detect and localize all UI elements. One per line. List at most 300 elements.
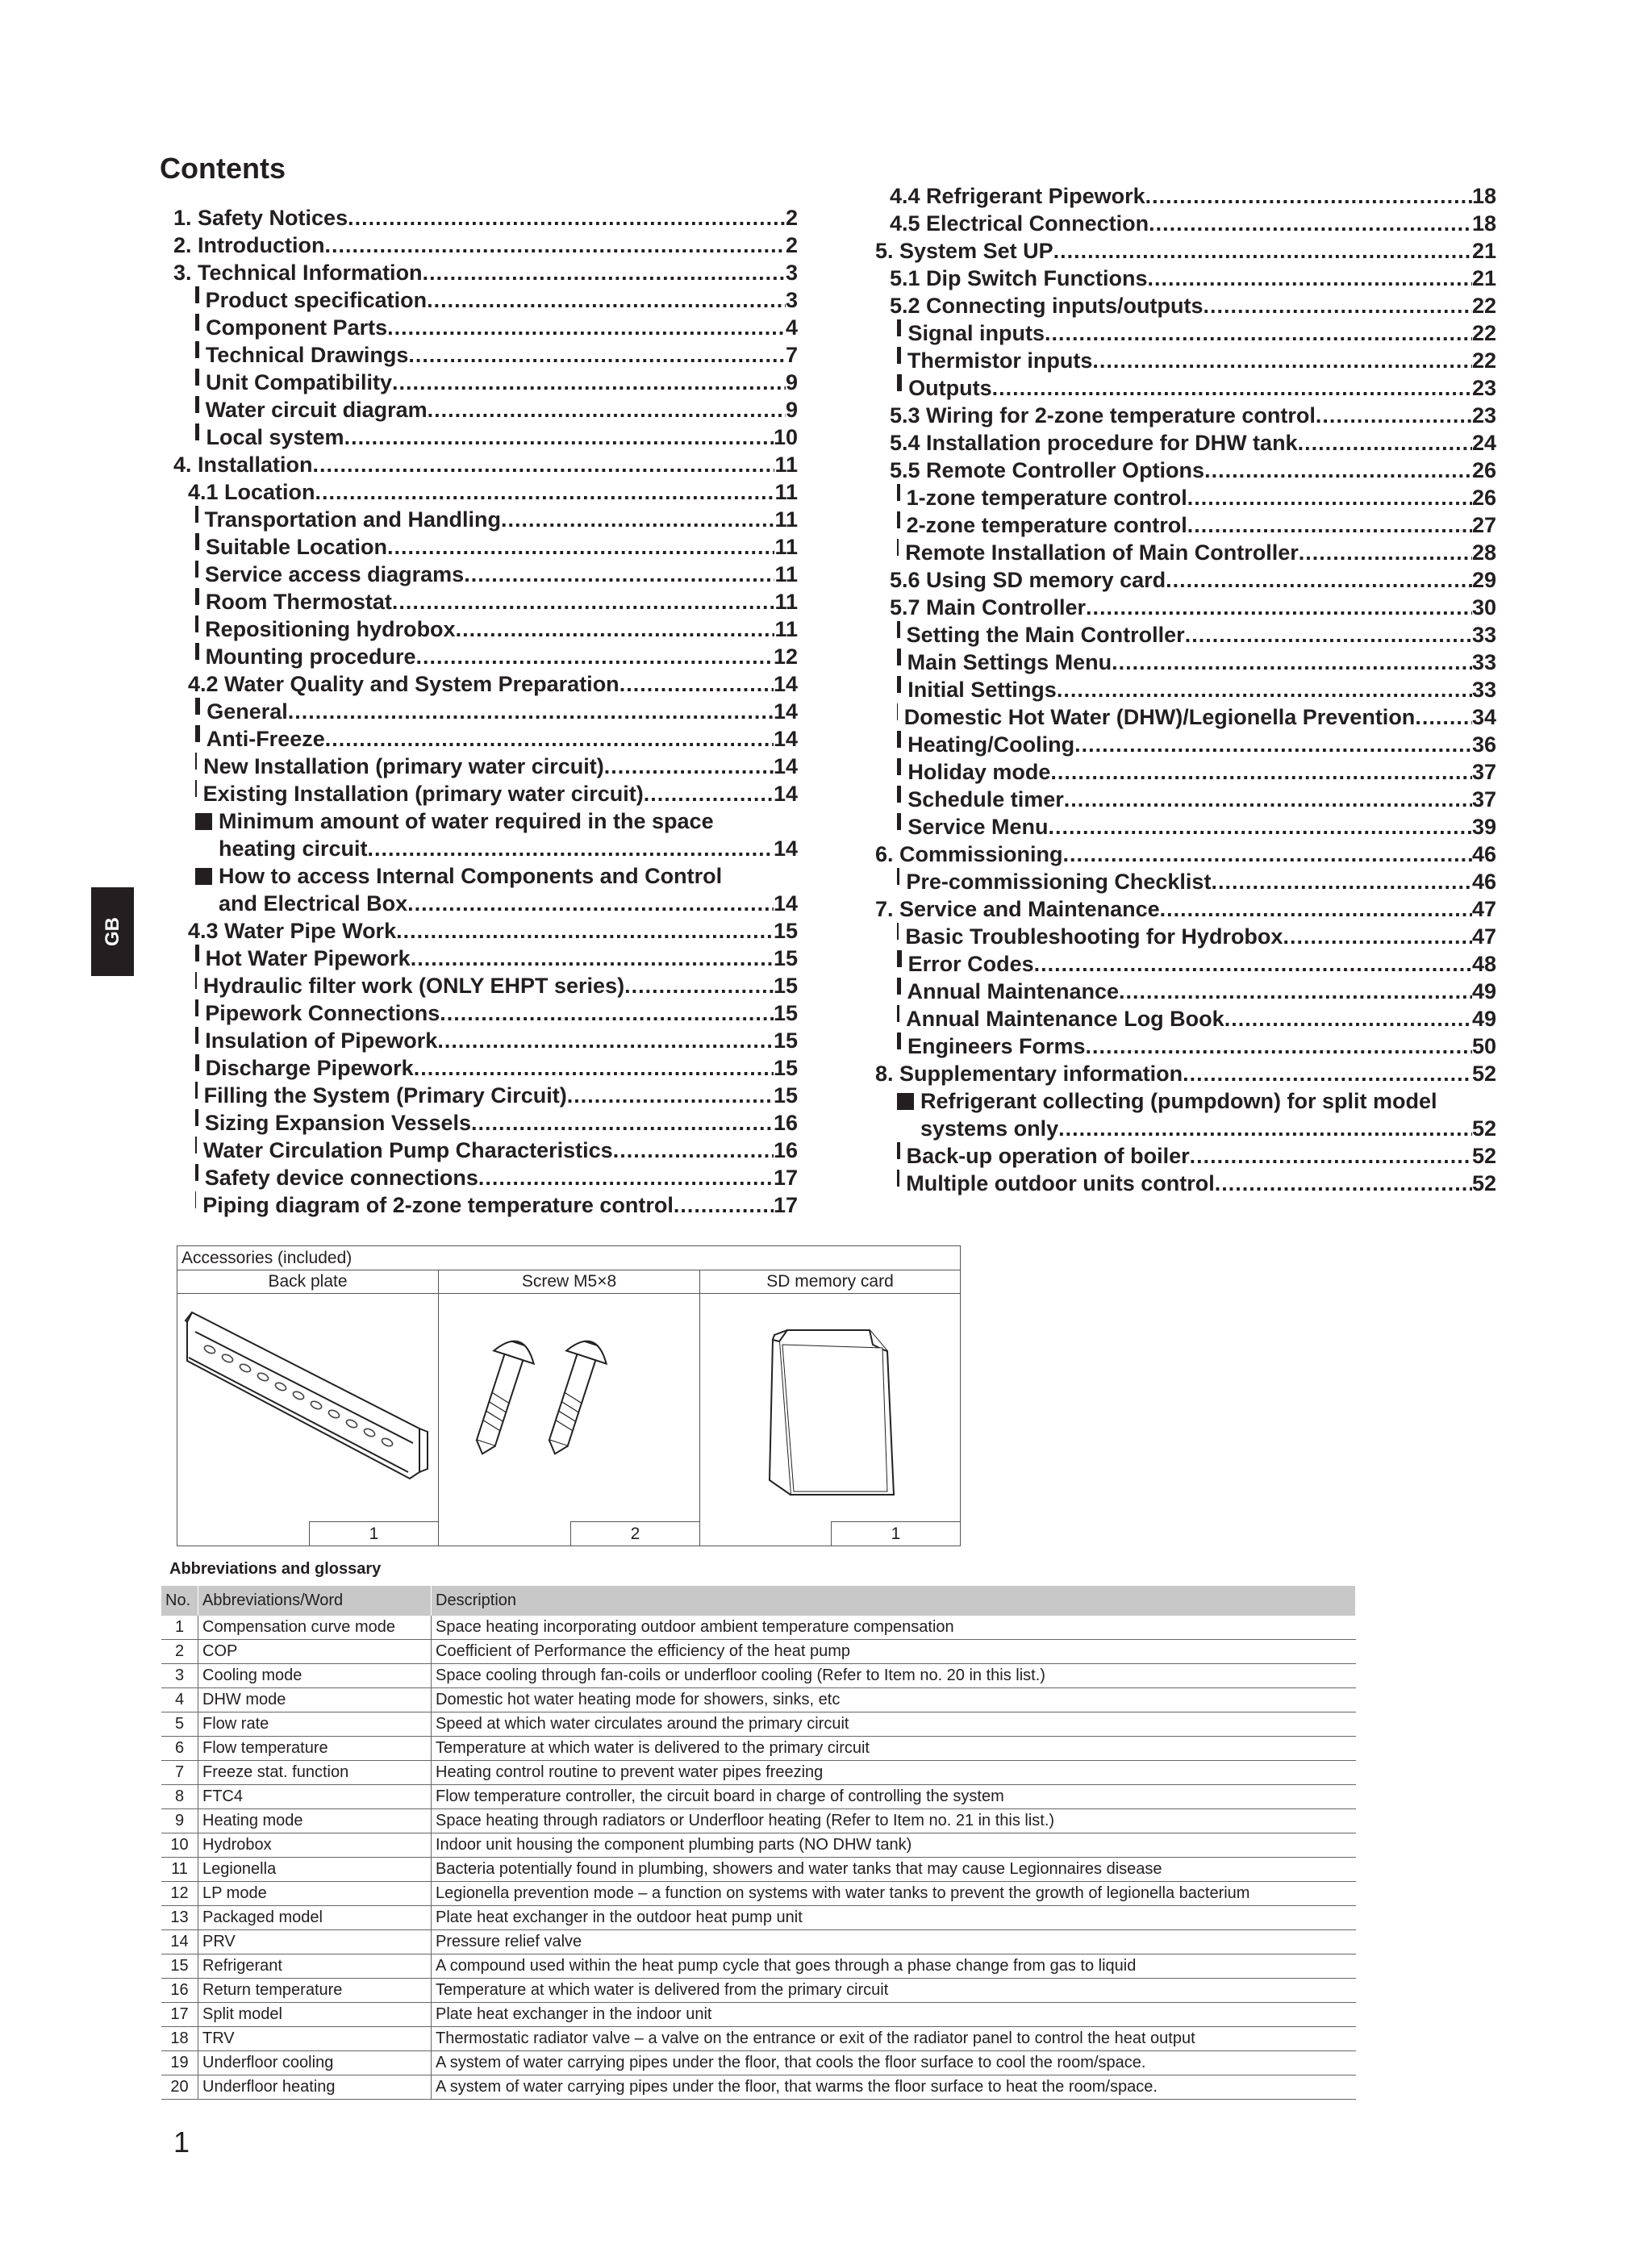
toc-entry[interactable] <box>173 506 798 533</box>
toc-entry-title: 4.1 Location <box>188 480 315 504</box>
toc-page-number: 11 <box>774 535 798 559</box>
glossary-description: Bacteria potentially found in plumbing, showers and water tanks that may cause Legionnaires disease <box>432 1858 1356 1882</box>
toc-entry[interactable] <box>875 1142 1496 1170</box>
toc-leader-dots <box>288 698 774 725</box>
toc-page-number: 14 <box>773 836 798 861</box>
glossary-row <box>161 2051 1356 2075</box>
toc-entry-title: Error Codes <box>907 952 1034 976</box>
square-bullet-icon <box>897 786 901 803</box>
toc-leader-dots <box>456 615 775 643</box>
toc-entry[interactable] <box>173 999 798 1027</box>
toc-leader-dots <box>1053 237 1472 265</box>
glossary-description: Space cooling through fan-coils or underfloor cooling (Refer to Item no. 20 in this list.) <box>432 1664 1356 1688</box>
toc-leader-dots <box>501 506 774 533</box>
toc-entry[interactable] <box>875 237 1496 265</box>
toc-entry[interactable] <box>875 758 1496 786</box>
toc-entry[interactable] <box>875 621 1496 649</box>
toc-page-number: 52 <box>1471 1116 1496 1141</box>
toc-page-number: 37 <box>1471 760 1496 784</box>
toc-entry-title: Water Circulation Pump Characteristics <box>203 1138 613 1162</box>
toc-entry-title: Product specification <box>205 288 428 312</box>
toc-leader-dots <box>313 451 775 478</box>
toc-leader-dots <box>408 341 786 369</box>
toc-entry-title: Back-up operation of boiler <box>906 1144 1190 1168</box>
toc-page-number: 15 <box>773 1056 798 1080</box>
toc-leader-dots <box>1086 1032 1472 1060</box>
glossary-number: 11 <box>161 1858 198 1882</box>
toc-entry-title: Minimum amount of water required in the space <box>219 809 714 833</box>
toc-page-number: 2 <box>785 206 798 230</box>
toc-entry[interactable] <box>875 182 1496 210</box>
glossary-term: Underfloor cooling <box>198 2051 432 2075</box>
toc-entry-title: Room Thermostat <box>205 590 392 614</box>
glossary-description: A compound used within the heat pump cycle that goes through a phase change from gas to liquid <box>432 1954 1356 1979</box>
glossary-number: 16 <box>161 1979 198 2003</box>
toc-entry[interactable] <box>875 457 1496 484</box>
toc-entry-title-continued: heating circuit <box>219 836 368 861</box>
toc-entry-title: Sizing Expansion Vessels <box>204 1111 471 1135</box>
toc-entry[interactable] <box>173 396 798 423</box>
toc-entry-title: 4.5 Electrical Connection <box>890 211 1149 236</box>
square-bullet-icon <box>897 511 900 528</box>
toc-leader-dots <box>471 1109 774 1137</box>
toc-leader-dots <box>392 588 775 615</box>
toc-entry[interactable] <box>173 1027 798 1054</box>
glossary-description: Coefficient of Performance the efficiency of the heat pump <box>432 1640 1356 1664</box>
toc-leader-dots <box>1415 703 1472 731</box>
glossary-description: Speed at which water circulates around the primary circuit <box>432 1712 1356 1737</box>
square-bullet-icon <box>195 753 197 770</box>
accessory-quantity: 1 <box>309 1521 438 1546</box>
glossary-term: Packaged model <box>198 1906 432 1930</box>
toc-entry[interactable] <box>875 347 1496 374</box>
toc-entry-title: Filling the System (Primary Circuit) <box>203 1083 567 1108</box>
toc-entry-title: 4.4 Refrigerant Pipework <box>890 184 1145 208</box>
toc-entry-title: Outputs <box>908 376 992 400</box>
glossary-description: Temperature at which water is delivered to the primary circuit <box>432 1737 1356 1761</box>
square-bullet-icon <box>195 369 199 386</box>
toc-leader-dots <box>1160 895 1472 923</box>
toc-page-number: 21 <box>1471 266 1496 290</box>
toc-page-number: 11 <box>774 507 798 532</box>
square-bullet-icon <box>897 374 902 391</box>
toc-entry-title: 5.3 Wiring for 2-zone temperature control <box>890 403 1316 428</box>
glossary-number: 15 <box>161 1954 198 1979</box>
toc-page-number: 39 <box>1471 815 1496 839</box>
toc-entry[interactable] <box>173 780 798 807</box>
toc-entry-title: Heating/Cooling <box>907 732 1075 757</box>
toc-page-number: 37 <box>1471 787 1496 811</box>
toc-entry[interactable] <box>173 670 798 698</box>
glossary-row <box>161 2075 1356 2100</box>
glossary-row <box>161 1809 1356 1833</box>
square-bullet-icon <box>897 319 901 336</box>
toc-page-number: 3 <box>785 261 798 285</box>
square-bullet-icon <box>897 703 898 720</box>
square-bullet-icon <box>897 1093 914 1110</box>
toc-leader-dots <box>392 369 786 396</box>
glossary-row <box>161 1833 1356 1858</box>
toc-entry-title: Multiple outdoor units control <box>906 1171 1215 1195</box>
language-tab-label: GB <box>101 917 123 946</box>
toc-entry-title: Technical Drawings <box>205 343 409 367</box>
toc-entry-title: Service Menu <box>907 815 1049 839</box>
toc-entry[interactable] <box>875 950 1496 978</box>
toc-entry-title: New Installation (primary water circuit) <box>203 754 604 778</box>
toc-entry-title: Anti-Freeze <box>206 727 325 751</box>
toc-entry-title: 4.3 Water Pipe Work <box>188 919 397 943</box>
glossary-term: Heating mode <box>198 1809 432 1833</box>
toc-leader-dots <box>428 396 786 423</box>
square-bullet-icon <box>897 1032 901 1049</box>
toc-page-number: 11 <box>774 617 798 641</box>
square-bullet-icon <box>897 731 901 748</box>
glossary-column-header: Abbreviations/Word <box>198 1586 432 1616</box>
toc-entry[interactable] <box>875 210 1496 237</box>
toc-leader-dots <box>416 643 774 670</box>
square-bullet-icon <box>195 341 199 358</box>
toc-leader-dots <box>624 972 774 999</box>
toc-entry[interactable] <box>875 703 1496 731</box>
toc-page-number: 46 <box>1471 842 1496 866</box>
square-bullet-icon <box>195 286 199 303</box>
toc-page-number: 26 <box>1471 486 1496 510</box>
glossary-description: Legionella prevention mode – a function on systems with water tanks to prevent the growth of legionella bacterium <box>432 1882 1356 1906</box>
glossary-description: Plate heat exchanger in the indoor unit <box>432 2003 1356 2027</box>
toc-page-number: 26 <box>1471 458 1496 482</box>
toc-page-number: 29 <box>1471 568 1496 592</box>
square-bullet-icon <box>195 945 199 962</box>
toc-entry[interactable] <box>875 265 1496 292</box>
toc-entry[interactable] <box>173 423 798 451</box>
toc-entry-title: 5.1 Dip Switch Functions <box>890 266 1148 290</box>
toc-entry-title: 5.2 Connecting inputs/outputs <box>890 294 1204 318</box>
glossary-description: Domestic hot water heating mode for showers, sinks, etc <box>432 1688 1356 1712</box>
toc-entry-title-continued: and Electrical Box <box>219 891 408 916</box>
toc-entry-title: Mounting procedure <box>205 645 416 669</box>
toc-entry-title: Main Settings Menu <box>907 650 1112 674</box>
toc-entry[interactable] <box>875 1060 1496 1087</box>
toc-entry[interactable] <box>173 862 798 917</box>
glossary-number: 1 <box>161 1616 198 1640</box>
toc-entry-title: Repositioning hydrobox <box>205 617 456 641</box>
toc-entry-title: Local system <box>206 425 344 449</box>
toc-entry-title: Existing Installation (primary water circuit) <box>202 782 644 806</box>
glossary-description: Temperature at which water is delivered from the primary circuit <box>432 1979 1356 2003</box>
toc-leader-dots <box>423 259 786 286</box>
toc-page-number: 4 <box>785 315 798 340</box>
toc-page-number: 15 <box>773 974 798 998</box>
toc-page-number: 24 <box>1471 431 1496 455</box>
toc-leader-dots <box>1166 566 1472 594</box>
toc-page-number: 33 <box>1471 678 1496 702</box>
glossary-row <box>161 1761 1356 1785</box>
square-bullet-icon <box>195 423 199 440</box>
glossary-description: Space heating through radiators or Underfloor heating (Refer to Item no. 21 in this list.) <box>432 1809 1356 1833</box>
toc-entry-title: 4.2 Water Quality and System Preparation <box>188 672 620 696</box>
toc-entry-title: 8. Supplementary information <box>875 1062 1183 1086</box>
toc-leader-dots <box>1204 457 1472 484</box>
toc-entry[interactable] <box>173 1109 798 1137</box>
toc-entry-title: Holiday mode <box>907 760 1051 784</box>
toc-leader-dots <box>1119 978 1472 1005</box>
screw-illustration <box>439 1293 699 1521</box>
toc-entry-title: Safety device connections <box>204 1166 478 1190</box>
toc-page-number: 52 <box>1471 1171 1496 1195</box>
toc-entry[interactable] <box>173 1164 798 1191</box>
toc-page-number: 23 <box>1471 376 1496 400</box>
toc-entry-title: 5. System Set UP <box>875 239 1053 263</box>
toc-entry[interactable] <box>173 1191 798 1219</box>
toc-leader-dots <box>1063 841 1472 868</box>
toc-entry[interactable] <box>875 731 1496 758</box>
toc-entry[interactable] <box>875 1005 1496 1032</box>
glossary-row <box>161 2003 1356 2027</box>
toc-entry-title: Annual Maintenance <box>907 979 1120 1003</box>
toc-entry[interactable] <box>173 698 798 725</box>
glossary-description: Heating control routine to prevent water pipes freezing <box>432 1761 1356 1785</box>
toc-page-number: 14 <box>773 782 798 806</box>
accessory-screw <box>439 1270 700 1546</box>
toc-leader-dots <box>1064 786 1472 813</box>
toc-entry[interactable] <box>173 1054 798 1082</box>
toc-leader-dots <box>613 1137 774 1164</box>
toc-page-number: 12 <box>773 645 798 669</box>
toc-leader-dots <box>1185 621 1472 649</box>
toc-entry[interactable] <box>173 615 798 643</box>
toc-entry[interactable] <box>173 478 798 506</box>
glossary-row <box>161 1688 1356 1712</box>
toc-entry[interactable] <box>173 588 798 615</box>
toc-entry-title: Unit Compatibility <box>206 370 393 394</box>
toc-page-number: 23 <box>1471 403 1496 428</box>
toc-leader-dots <box>387 533 774 561</box>
accessories-table <box>177 1245 961 1546</box>
toc-entry[interactable] <box>173 972 798 999</box>
toc-entry-title: Signal inputs <box>907 321 1045 345</box>
toc-entry[interactable] <box>875 649 1496 676</box>
glossary-number: 8 <box>161 1785 198 1809</box>
glossary-description: Flow temperature controller, the circuit board in charge of controlling the system <box>432 1785 1356 1809</box>
toc-entry[interactable] <box>875 676 1496 703</box>
toc-leader-dots <box>396 917 774 945</box>
square-bullet-icon <box>195 561 198 578</box>
toc-leader-dots <box>1086 594 1472 621</box>
toc-leader-dots <box>464 561 774 588</box>
toc-entry[interactable] <box>875 1087 1496 1142</box>
toc-leader-dots <box>674 1191 774 1219</box>
toc-leader-dots <box>440 999 774 1027</box>
square-bullet-icon <box>897 539 899 556</box>
glossary-row <box>161 1858 1356 1882</box>
glossary-row <box>161 1737 1356 1761</box>
toc-page-number: 15 <box>773 1028 798 1053</box>
glossary-header-row <box>161 1586 1356 1616</box>
toc-entry-title: How to access Internal Components and Control <box>219 864 723 888</box>
glossary-number: 6 <box>161 1737 198 1761</box>
toc-entry[interactable] <box>173 341 798 369</box>
square-bullet-icon <box>195 972 197 989</box>
glossary-number: 10 <box>161 1833 198 1858</box>
toc-entry[interactable] <box>875 841 1496 868</box>
glossary-number: 17 <box>161 2003 198 2027</box>
square-bullet-icon <box>195 1027 198 1044</box>
glossary-term: Freeze stat. function <box>198 1761 432 1785</box>
toc-entry[interactable] <box>173 286 798 314</box>
square-bullet-icon <box>195 615 198 632</box>
toc-entry[interactable] <box>173 807 798 862</box>
toc-entry-title: 1. Safety Notices <box>173 206 348 230</box>
toc-leader-dots <box>1203 292 1471 319</box>
toc-entry[interactable] <box>875 813 1496 841</box>
toc-page-number: 15 <box>773 919 798 943</box>
accessory-back-plate <box>177 1270 439 1546</box>
toc-leader-dots <box>478 1164 774 1191</box>
toc-entry-title: 5.4 Installation procedure for DHW tank <box>890 431 1298 455</box>
toc-entry-title: Schedule timer <box>907 787 1064 811</box>
toc-entry[interactable] <box>875 429 1496 457</box>
toc-entry[interactable] <box>875 566 1496 594</box>
toc-entry-title: Basic Troubleshooting for Hydrobox <box>905 924 1283 949</box>
toc-page-number: 17 <box>773 1193 798 1217</box>
toc-entry-title: Hydraulic filter work (ONLY EHPT series) <box>202 974 625 998</box>
glossary-row <box>161 1664 1356 1688</box>
square-bullet-icon <box>897 649 901 665</box>
toc-entry-title: Transportation and Handling <box>204 507 502 532</box>
toc-entry[interactable] <box>173 561 798 588</box>
toc-page-number: 30 <box>1471 595 1496 619</box>
toc-entry[interactable] <box>875 402 1496 429</box>
toc-page-number: 14 <box>773 891 798 916</box>
toc-entry[interactable] <box>875 292 1496 319</box>
toc-entry[interactable] <box>875 511 1496 539</box>
toc-leader-dots <box>1074 731 1472 758</box>
toc-leader-dots <box>620 670 774 698</box>
toc-entry[interactable] <box>173 1137 798 1164</box>
square-bullet-icon <box>897 676 901 693</box>
glossary-number: 4 <box>161 1688 198 1712</box>
glossary-term: Flow rate <box>198 1712 432 1737</box>
toc-entry-title: Discharge Pipework <box>205 1056 414 1080</box>
square-bullet-icon <box>195 643 199 660</box>
toc-entry[interactable] <box>875 978 1496 1005</box>
sd-card-illustration <box>700 1293 960 1521</box>
toc-entry-title: 3. Technical Information <box>173 261 423 285</box>
toc-entry[interactable] <box>875 539 1496 566</box>
glossary-term: PRV <box>198 1930 432 1954</box>
toc-entry-title: Water circuit diagram <box>205 398 428 422</box>
toc-entry[interactable] <box>173 204 798 232</box>
toc-entry-title: Pipework Connections <box>205 1001 440 1025</box>
accessory-quantity: 2 <box>570 1521 699 1546</box>
toc-page-number: 50 <box>1471 1034 1496 1058</box>
toc-entry[interactable] <box>173 232 798 259</box>
toc-page-number: 9 <box>785 398 798 422</box>
toc-entry[interactable] <box>875 594 1496 621</box>
toc-entry-title: 7. Service and Maintenance <box>875 897 1160 921</box>
toc-entry[interactable] <box>173 753 798 780</box>
glossary-row <box>161 1954 1356 1979</box>
square-bullet-icon <box>195 314 199 331</box>
toc-page-number: 36 <box>1471 732 1496 757</box>
toc-page-number: 22 <box>1471 348 1496 373</box>
toc-leader-dots <box>1283 923 1472 950</box>
toc-entry-title: 5.6 Using SD memory card <box>890 568 1166 592</box>
toc-page-number: 47 <box>1471 897 1496 921</box>
toc-page-number: 18 <box>1471 184 1496 208</box>
toc-page-number: 15 <box>773 1001 798 1025</box>
toc-page-number: 48 <box>1471 952 1496 976</box>
glossary-term: Cooling mode <box>198 1664 432 1688</box>
toc-entry-title: Refrigerant collecting (pumpdown) for split model <box>920 1089 1437 1113</box>
toc-entry-title: Hot Water Pipework <box>205 946 411 970</box>
toc-leader-dots <box>324 232 785 259</box>
glossary-row <box>161 1616 1356 1640</box>
toc-leader-dots <box>1057 676 1472 703</box>
toc-entry-title: General <box>206 699 288 724</box>
glossary-term: FTC4 <box>198 1785 432 1809</box>
toc-entry[interactable] <box>173 369 798 396</box>
square-bullet-icon <box>195 1137 197 1153</box>
toc-entry[interactable] <box>173 945 798 972</box>
toc-entry-title: Annual Maintenance Log Book <box>906 1007 1224 1031</box>
toc-entry-title: 5.7 Main Controller <box>890 595 1087 619</box>
square-bullet-icon <box>195 725 200 742</box>
toc-entry[interactable] <box>173 643 798 670</box>
toc-entry[interactable] <box>875 374 1496 402</box>
toc-entry[interactable] <box>875 1032 1496 1060</box>
glossary-number: 5 <box>161 1712 198 1737</box>
toc-entry[interactable] <box>173 1082 798 1109</box>
toc-entry[interactable] <box>875 319 1496 347</box>
toc-entry[interactable] <box>173 451 798 478</box>
toc-entry[interactable] <box>173 725 798 753</box>
square-bullet-icon <box>195 1191 196 1208</box>
glossary-description: Plate heat exchanger in the outdoor heat pump unit <box>432 1906 1356 1930</box>
toc-page-number: 11 <box>774 590 798 614</box>
glossary-term: Split model <box>198 2003 432 2027</box>
toc-entry[interactable] <box>173 533 798 561</box>
toc-entry[interactable] <box>173 314 798 341</box>
toc-entry[interactable] <box>173 917 798 945</box>
toc-leader-dots <box>407 890 774 917</box>
toc-entry[interactable] <box>875 868 1496 895</box>
accessory-sd-card <box>700 1270 960 1546</box>
square-bullet-icon <box>195 698 200 715</box>
toc-entry[interactable] <box>875 1170 1496 1197</box>
glossary-number: 12 <box>161 1882 198 1906</box>
toc-entry[interactable] <box>875 484 1496 511</box>
toc-page-number: 22 <box>1471 321 1496 345</box>
toc-page-number: 14 <box>773 699 798 724</box>
glossary-number: 19 <box>161 2051 198 2075</box>
toc-entry-title: Thermistor inputs <box>907 348 1093 373</box>
toc-page-number: 52 <box>1471 1144 1496 1168</box>
toc-entry[interactable] <box>875 923 1496 950</box>
toc-entry[interactable] <box>875 895 1496 923</box>
toc-entry[interactable] <box>173 259 798 286</box>
square-bullet-icon <box>897 978 901 995</box>
toc-page-number: 11 <box>774 562 798 586</box>
toc-entry-title: Initial Settings <box>907 678 1057 702</box>
toc-page-number: 46 <box>1471 870 1496 894</box>
toc-entry[interactable] <box>875 786 1496 813</box>
toc-leader-dots <box>344 423 774 451</box>
glossary-number: 13 <box>161 1906 198 1930</box>
glossary-term: Legionella <box>198 1858 432 1882</box>
toc-page-number: 14 <box>773 727 798 751</box>
glossary-row <box>161 1785 1356 1809</box>
